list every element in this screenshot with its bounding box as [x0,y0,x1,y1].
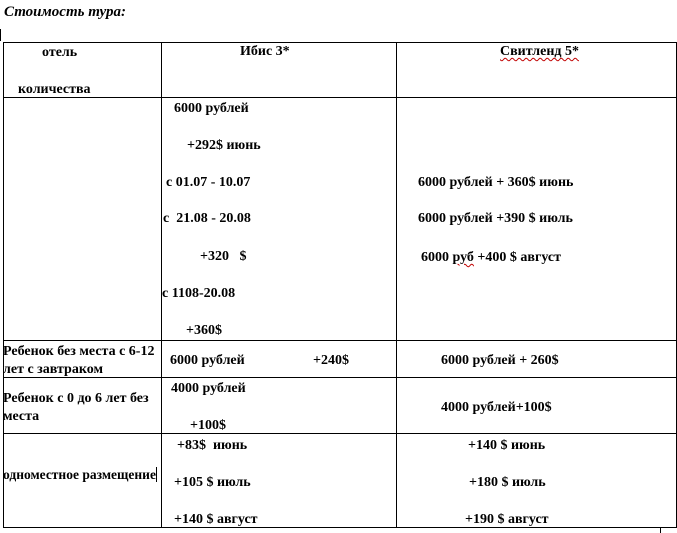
row1-sv-line3-word: руб [452,250,474,265]
header-svitlend-text: Свитленд 5* [500,44,579,59]
row2-label: Ребенок без места с 6-12 лет с завтраком [3,344,155,377]
row1-sv-line3-suffix: +400 $ август [473,250,561,265]
row-divider-4 [3,433,677,434]
row4-ibis-line3: +140 $ август [174,512,258,527]
row2-sv: 6000 рублей + 260$ [441,353,559,368]
row1-sv-line3-prefix: 6000 [421,250,453,265]
row4-label [3,466,161,484]
header-svitlend [500,44,579,60]
text-cursor [156,467,157,482]
row1-ibis-line4: с 21.08 - 20.08 [163,211,251,226]
row1-ibis-line2: +292$ июнь [187,138,261,153]
table-divider-col1 [161,42,162,527]
row3-label: Ребенок с 0 до 6 лет без места [3,391,149,424]
row4-sv-line3: +190 $ август [465,512,549,527]
row2-ibis-extra: +240$ [313,353,349,368]
row1-sv-line3 [421,250,561,266]
row4-sv-line1: +140 $ июнь [468,438,546,453]
row3-sv: 4000 рублей+100$ [441,400,552,415]
row4-label-text: одноместное размещение [3,467,156,482]
row4-sv-line2: +180 $ июль [469,475,546,490]
row3-ibis-line1: 4000 рублей [171,381,246,396]
table-border-left [3,42,4,527]
row1-ibis-line1: 6000 рублей [174,101,249,116]
table-divider-col2 [396,42,397,527]
row-divider-1 [3,97,677,98]
row2-ibis-price: 6000 рублей [170,353,245,368]
row1-sv-line2: 6000 рублей +390 $ июль [418,211,573,226]
header-hotel-label: отель [42,45,78,60]
row4-ibis-line1: +83$ июнь [177,438,248,453]
table-border-top [3,42,677,43]
row4-ibis-line2: +105 $ июль [174,475,251,490]
header-count-label: количества [18,82,91,97]
row1-ibis-line5: +320 $ [200,249,247,264]
row1-ibis-line6: с 1108-20.08 [162,286,236,301]
row-divider-2 [3,340,677,341]
table-border-bottom [3,527,677,528]
text-caret [0,29,1,41]
row1-ibis-line3: с 01.07 - 10.07 [166,175,251,190]
row1-ibis-line7: +360$ [186,323,222,338]
row3-ibis-line2: +100$ [190,418,226,433]
header-ibis: Ибис 3* [240,44,290,59]
page-title: Стоимость тура: [4,4,126,20]
row1-sv-line1: 6000 рублей + 360$ июнь [418,175,574,190]
